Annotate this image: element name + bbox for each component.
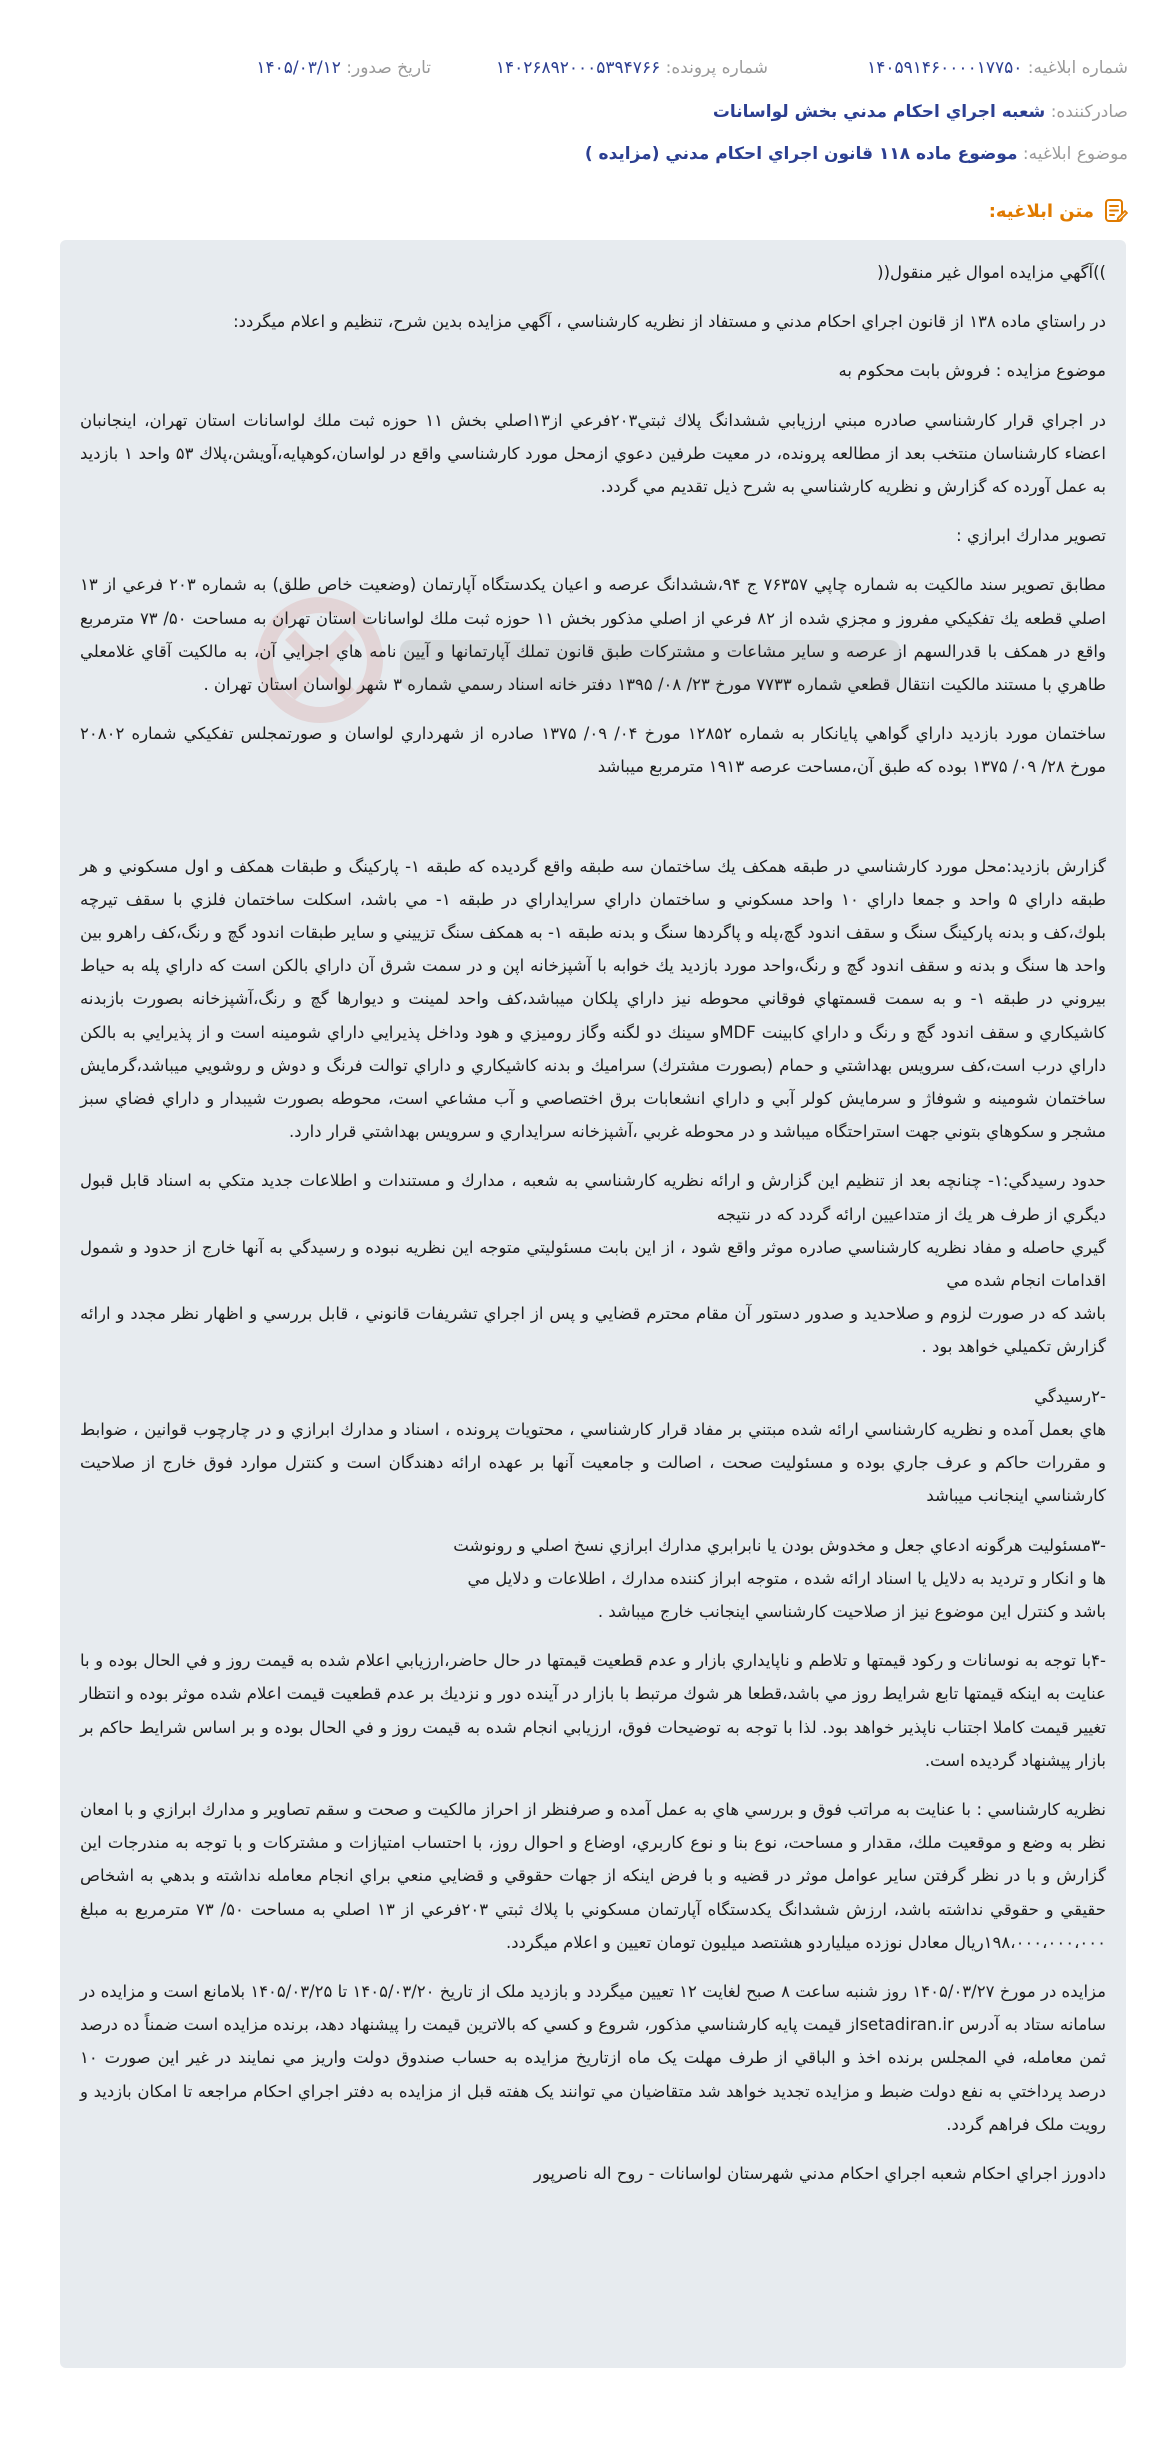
- issuer-value: شعبه اجراي احکام مدني بخش لواسانات: [712, 102, 1046, 122]
- paragraph-liability-1: -۳مسئوليت هرگونه ادعاي جعل و مخدوش بودن يا نابرابري مدارك ابرازي نسخ اصلي و رونوشت: [453, 1535, 1106, 1555]
- paragraph-title: ))آگهي مزايده اموال غير منقول((: [877, 263, 1106, 282]
- paragraph-visit-report: گزارش بازديد:محل مورد کارشناسي در طبقه همکف يك ساختمان سه طبقه واقع گرديده كه طبقه ۱- پارکينگ و طبقات همکف و اول مسکوني و هر طبقه داراي ۵ واحد و جمعا داراي ۱۰ واحد مسکوني و ساختمان داراي سرايداراي در طبقه ۱- مي باشد، اسکلت ساختمان فلزي با سقف تيرچه بلوك،کف و بدنه پارکينگ سنگ و سقف اندود گچ،پله و پاگردها سنگ و بدنه طبقه ۱- به همکف سنگ تزييني و ساير طبقات اندود گچ و رنگ،کف راهرو بين واحد ها سنگ و بدنه و سقف اندود گچ و رنگ،واحد مورد بازديد يك خوابه با آشپزخانه اپن و در سمت شرق آن داراي بالکن است كه داراي پله به حياط بيروني در طبقه ۱- و به سمت قسمتهاي فوقاني محوطه نيز داراي پلکان ميباشد،کف واحد لمينت و ديوارها گچ و رنگ،آشپزخانه بصورت بازبدنه کاشيکاري و سقف اندود گچ و رنگ و داراي کابينت MDFو سينك دو لگنه وگاز روميزي و هود وداخل پذيرايي داراي شومينه است و از پذيرايي به بالکن داراي درب است،کف سرويس بهداشتي و حمام (بصورت مشترك) سراميك و بدنه کاشيکاري و داراي توالت فرنگ و دوش و روشويي ميباشد،گرمايش ساختمان شومينه و شوفاژ و سرمايش کولر آبي و داراي انشعابات برق اختصاصي و آب مشاعي است، محوطه بصورت شيبدار و داراي فضاي سبز مشجر و سکوهاي بتوني جهت استراحتگاه ميباشد و در محوطه غربي ،آشپزخانه سرايداري و سرويس بهداشتي قرار دارد.: [80, 856, 1107, 1142]
- paragraph-review: هاي بعمل آمده و نظريه کارشناسي ارائه شده مبتني بر مفاد قرار کارشناسي ، محتويات پرونده ، اسناد و مدارك ابرازي و در چارچوب قوانين ، ضوابط و مقررات حاكم و عرف جاري بوده و مسئوليت صحت ، اصالت و جامعيت آنها بر عهده ارائه دهندگان است و كنترل موارد فوق خارج از صلاحيت كارشناسي اينجانب ميباشد: [80, 1419, 1106, 1506]
- paragraph-subject: موضوع مزايده : فروش بابت محکوم به: [838, 361, 1106, 381]
- subject-value: موضوع ماده ۱۱۸ قانون اجراي احکام مدني (مزايده ): [584, 144, 1018, 164]
- notice-number-label: شماره ابلاغيه:: [1027, 58, 1128, 78]
- issuer-field: [46, 100, 1128, 124]
- notice-number-value: ۱۴۰۵۹۱۴۶۰۰۰۰۱۷۷۵۰: [867, 58, 1023, 78]
- document-text-icon: [1102, 198, 1128, 224]
- paragraph-liability-3: باشد و كنترل اين موضوع نيز از صلاحيت كارشناسي اينجانب خارج ميباشد .: [597, 1601, 1106, 1621]
- paragraph-expert-opinion: نظريه کارشناسي : با عنايت به مراتب فوق و بررسي هاي به عمل آمده و صرفنظر از احراز مالکيت و صحت و سقم تصاوير و مدارك ابرازي و با امعان نظر به وضع و موقعيت ملك، مقدار و مساحت، نوع بنا و نوع کاربري، اوضاع و احوال روز، با احتساب امتيازات و مشتركات و با توجه به مندرجات اين گزارش و با در نظر گرفتن ساير عوامل موثر در قضيه و با فرض اينکه از جهات حقوقي و قضايي منعي براي انجام معامله نداشته و بدهي به اشخاص حقيقي و حقوقي نداشته باشد، ارزش ششدانگ يكدستگاه آپارتمان مسکوني با پلاك ثبتي ۲۰۳فرعي از ۱۳ اصلي به مساحت ۵۰/ ۷۳ مترمربع به مبلغ ۱۹۸،۰۰۰،۰۰۰،۰۰۰ريال معادل نوزده ميلياردو هشتصد ميليون تومان تعيين و اعلام ميگردد.: [80, 1799, 1106, 1952]
- paragraph-documents-heading: تصوير مدارك ابرازي :: [956, 526, 1106, 546]
- paragraph-scope-2: گيري حاصله و مفاد نظريه كارشناسي صادره موثر واقع شود ، از اين بابت مسئوليتي متوجه اين نظريه نبوده و رسيدگي به آنها خارج از حدود و شمول اقدامات انجام شده مي: [80, 1237, 1106, 1291]
- paragraph-liability-2: ها و انكار و ترديد به دلايل يا اسناد ارائه شده ، متوجه ابراز كننده مدارك ، اطلاعات و دلايل مي: [467, 1568, 1106, 1588]
- issue-date-value: ۱۴۰۵/۰۳/۱۲: [256, 58, 341, 78]
- notice-body-text: [80, 256, 1106, 2190]
- issue-date-label: تاريخ صدور:: [346, 58, 431, 78]
- notice-number-field: [867, 56, 1128, 80]
- paragraph-deed: مطابق تصوير سند مالکيت به شماره چاپي ۷۶۳۵۷ ج ۹۴،ششدانگ عرصه و اعيان يکدستگاه آپارتمان (وضعيت خاص طلق) به شماره ۲۰۳ فرعي از ۱۳ اصلي قطعه يك تفکيکي مفروز و مجزي شده از ۸۲ فرعي از اصلي مذکور بخش ۱۱ حوزه ثبت ملك لواسانات استان تهران به مساحت ۵۰/ ۷۳ مترمربع واقع در همکف با قدرالسهم از عرصه و ساير مشاعات و مشتركات طبق قانون تملك آپارتمانها و آيين نامه هاي اجرايي آن، به مالکيت آقاي غلامعلي طاهري با مستند مالكيت انتقال قطعي شماره ۷۷۳۳ مورخ ۲۳/ ۰۸/ ۱۳۹۵ دفتر خانه اسناد رسمي شماره ۳ شهر لواسان استان تهران .: [80, 575, 1106, 695]
- paragraph-intro: در راستاي ماده ۱۳۸ از قانون اجراي احکام مدني و مستفاد از نظريه کارشناسي ، آگهي مزايده بدين شرح، تنظيم و اعلام ميگردد:: [233, 312, 1106, 332]
- case-number-value: ۱۴۰۲۶۸۹۲۰۰۰۵۳۹۴۷۶۶: [495, 58, 661, 78]
- subject-field: [46, 142, 1128, 166]
- paragraph-price-volatility: -۴با توجه به نوسانات و رکود قيمتها و تلاطم و ناپايداري بازار و عدم قطعيت قيمتها در حال حاضر،ارزيابي اعلام شده به قيمت روز و في الحال بوده و با عنايت به اينکه قيمتها تابع شرايط روز مي باشد،قطعا هر شوك مرتبط با بازار در آينده دور و نزديك بر عدم قطعيت قيمت اعلام شده موثر بوده و انتظار تغيير قيمت كاملا اجتناب ناپذير خواهد بود. لذا با توجه به توضيحات فوق، ارزيابي انجام شده به قيمت روز و في الحال بوده و بر اساس شرايط حاکم بر بازار پيشنهاد گرديده است.: [80, 1651, 1106, 1770]
- paragraph-completion-certificate: ساختمان مورد بازديد داراي گواهي پايانكار به شماره ۱۲۸۵۲ مورخ ۰۴/ ۰۹/ ۱۳۷۵ صادره از شهرداري لواسان و صورتمجلس تفکيکي شماره ۲۰۸۰۲ مورخ ۲۸/ ۰۹/ ۱۳۷۵ بوده که طبق آن،مساحت عرصه ۱۹۱۳ مترمربع ميباشد: [80, 724, 1106, 777]
- body-heading: [989, 198, 1128, 224]
- subject-label: موضوع ابلاغيه:: [1022, 144, 1128, 164]
- case-number-label: شماره پرونده:: [665, 58, 768, 78]
- paragraph-auction-terms: مزايده در مورخ ۱۴۰۵/۰۳/۲۷ روز شنبه ساعت ۸ صبح لغايت ۱۲ تعيين ميگردد و بازديد ملک از تاريخ ۱۴۰۵/۰۳/۲۰ تا ۱۴۰۵/۰۳/۲۵ بلامانع است و مزايده در سامانه ستاد به آدرس setadiran.irاز قيمت پايه کارشناسي مذکور، شروع و کسي که بالاترين قيمت را پيشنهاد دهد، برنده مزايده است ضمناً ده درصد ثمن معامله، في المجلس برنده اخذ و الباقي از طرف مهلت يک ماه ازتاريخ مزايده به حساب صندوق دولت واريز مي نمايند در غير اين صورت ۱۰ درصد پرداختي به نفع دولت ضبط و مزايده تجديد خواهد شد متقاضيان مي توانند يک هفته قبل از مزايده به دفتر اجراي احکام مراجعه تا امکان بازديد و رويت ملک فراهم گردد.: [80, 1981, 1107, 2134]
- paragraph-scope-3: باشد كه در صورت لزوم و صلاحديد و صدور دستور آن مقام محترم قضايي و پس از اجراي تشريفات قانوني ، قابل بررسي و اظهار نظر مجدد و ارائه گزارش تكميلي خواهد بود .: [80, 1304, 1106, 1357]
- signature: دادورز اجراي احکام شعبه اجراي احکام مدني شهرستان لواسانات - روح اله ناصرپور: [533, 2163, 1106, 2183]
- issue-date-field: [256, 56, 431, 80]
- paragraph-review-heading: -۲رسيدگي: [1034, 1386, 1106, 1406]
- body-heading-title: متن ابلاغيه:: [988, 200, 1094, 222]
- case-number-field: [496, 56, 768, 80]
- paragraph-expert-order: در اجراي قرار کارشناسي صادره مبني ارزيابي ششدانگ پلاك ثبتي۲۰۳فرعي از۱۳اصلي بخش ۱۱ حوزه ثبت ملك لواسانات استان تهران، اينجانبان اعضاء کارشناسان منتخب بعد از مطالعه پرونده، در معيت طرفين دعوي ازمحل مورد کارشناسي واقع در لواسان،کوهپايه،آويشن،پلاك ۵۳ واحد ۱ بازديد به عمل آورده كه گزارش و نظريه کارشناسي به شرح ذيل تقديم مي گردد.: [80, 410, 1107, 497]
- issuer-label: صادرکننده:: [1050, 102, 1128, 122]
- paragraph-scope-1: حدود رسيدگي:۱- چنانچه بعد از تنظيم اين گزارش و ارائه نظريه کارشناسي به شعبه ، مدارك و مستندات و اطلاعات جديد متكي به اسناد قابل قبول ديگري از طرف هر يك از متداعيين ارائه گردد که در نتيجه: [80, 1171, 1106, 1224]
- notice-body-panel: [60, 240, 1126, 2368]
